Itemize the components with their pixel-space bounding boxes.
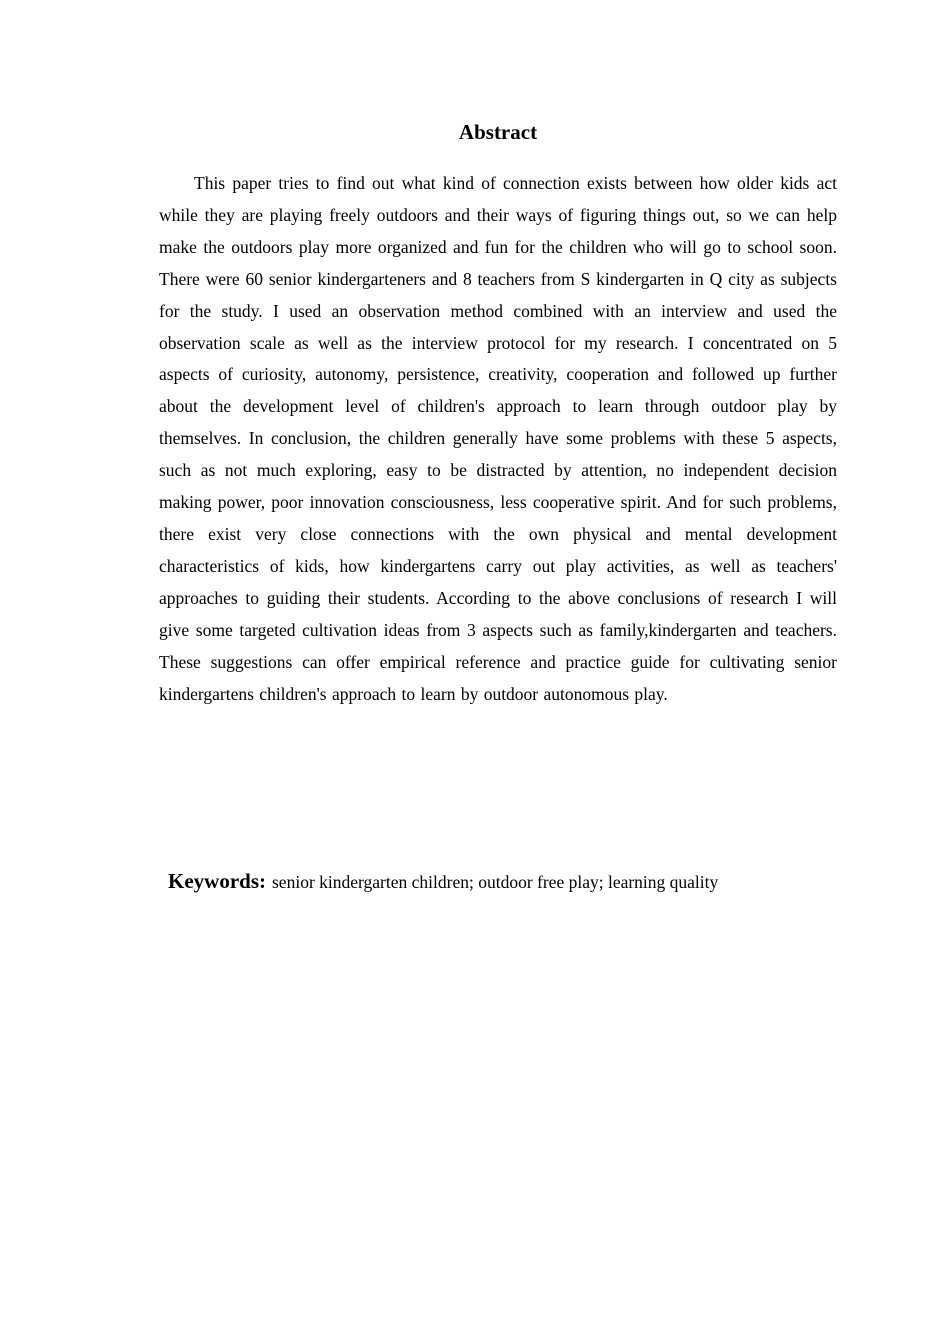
keywords-line: [168, 867, 848, 896]
abstract-title: Abstract: [458, 120, 538, 144]
abstract-body: This paper tries to find out what kind of connection exists between how older kids act while they are playing freely outdoors and their ways of figuring things out, so we can help make the outdoors play more organized and fun for the children who will go to school soon. There were 60 senior kindergarteners and 8 teachers from S kindergarten in Q city as subjects for the study. I used an observation method combined with an interview and used the observation scale as well as the interview protocol for my research. I concentrated on 5 aspects of curiosity, autonomy, persistence, creativity, cooperation and followed up further about the development level of children's approach to learn through outdoor play by themselves. In conclusion, the children generally have some problems with these 5 aspects, such as not much exploring, easy to be distracted by attention, no independent decision making power, poor innovation consciousness, less cooperative spirit. And for such problems, there exist very close connections with the own physical and mental development characteristics of kids, how kindergartens carry out play activities, as well as teachers' approaches to guiding their students. According to the above conclusions of research I will give some targeted cultivation ideas from 3 aspects such as family,kindergarten and teachers. These suggestions can offer empirical reference and practice guide for cultivating senior kindergartens children's approach to learn by outdoor autonomous play.: [159, 173, 837, 704]
keywords-label: Keywords:: [168, 869, 266, 893]
keywords-text: senior kindergarten children; outdoor free play; learning quality: [272, 872, 719, 892]
